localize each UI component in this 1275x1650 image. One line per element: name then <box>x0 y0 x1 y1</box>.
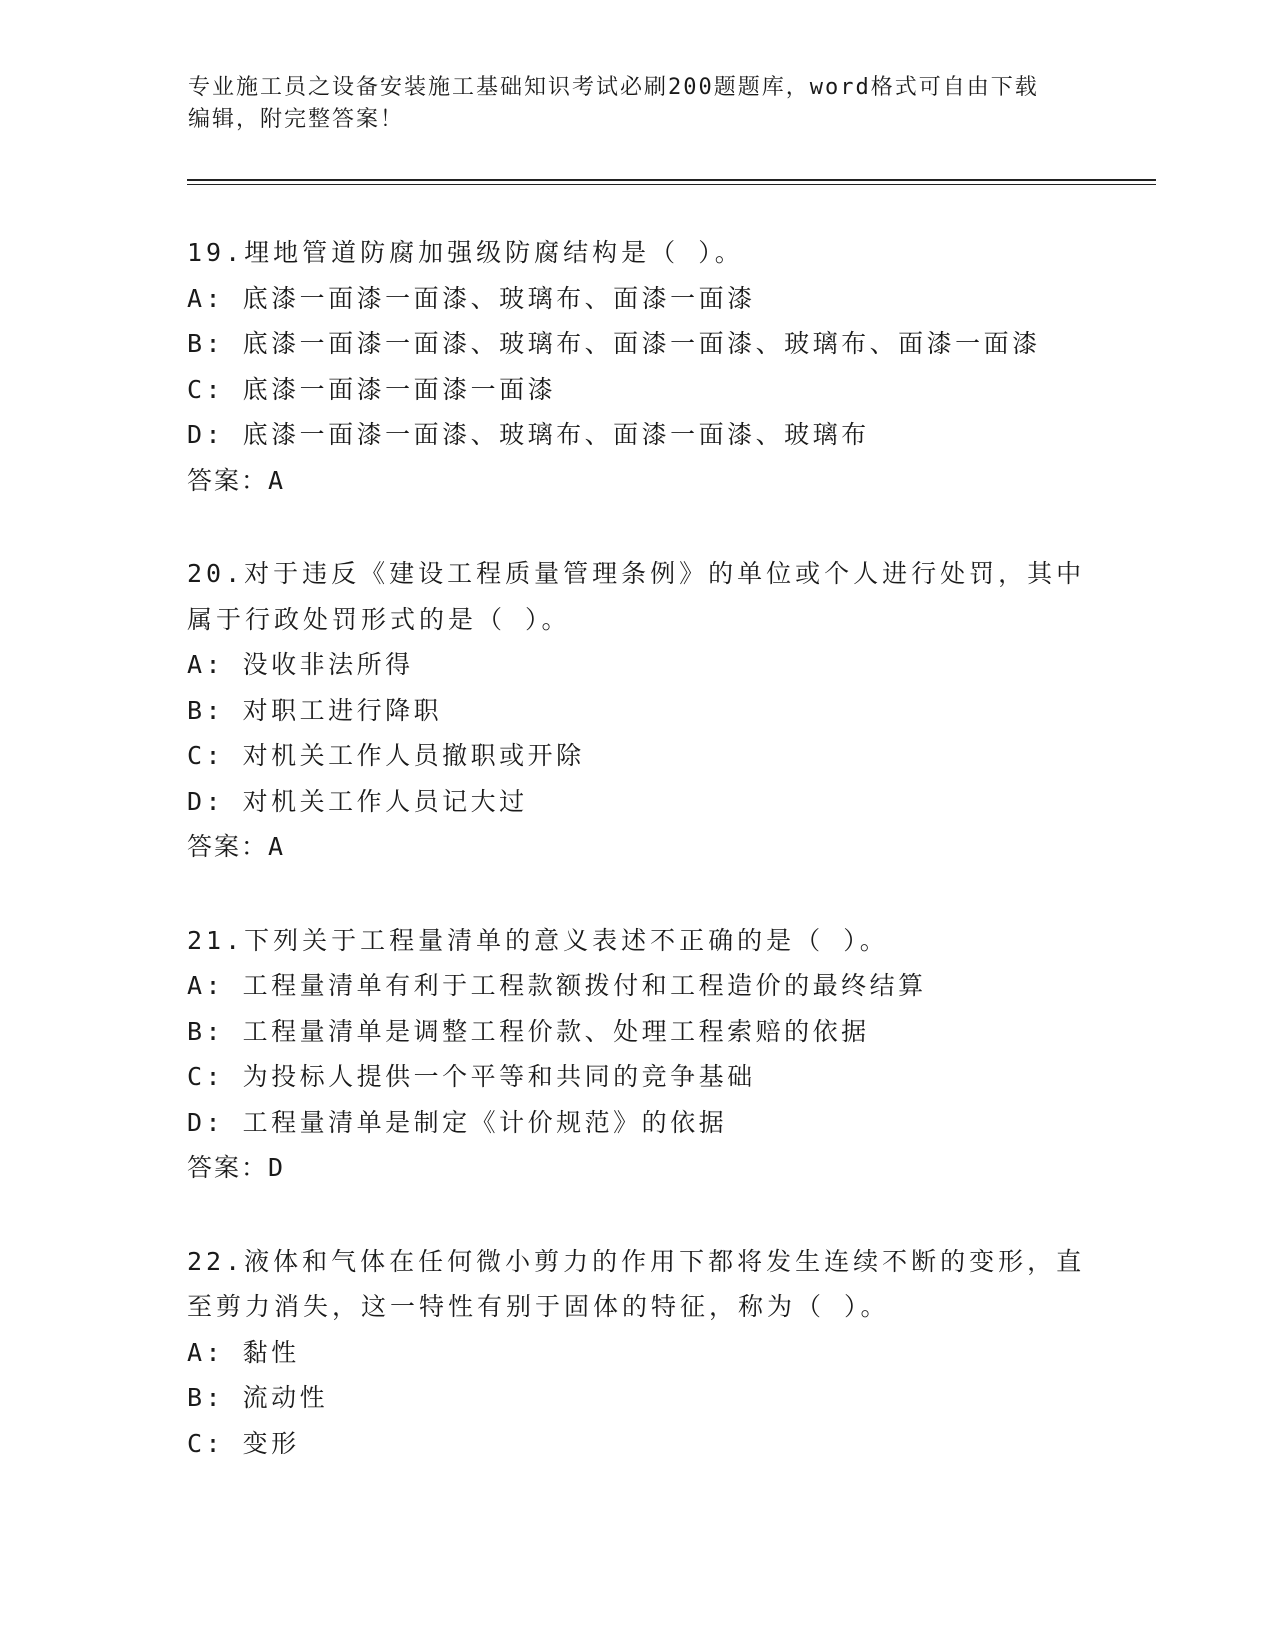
question-stem-continued: 属于行政处罚形式的是（ ）。 <box>187 604 571 634</box>
question-22 <box>187 1239 1087 1467</box>
question-19 <box>187 230 1087 503</box>
answer-label: 答案：A <box>187 465 286 495</box>
answer-label: 答案：D <box>187 1153 286 1182</box>
option-b: B: 工程量清单是调整工程价款、处理工程索赔的依据 <box>187 1016 870 1046</box>
option-c: C: 对机关工作人员撤职或开除 <box>187 741 585 770</box>
question-20 <box>187 551 1087 870</box>
option-c: C: 为投标人提供一个平等和共同的竞争基础 <box>187 1062 756 1091</box>
answer-label: 答案：A <box>187 832 286 861</box>
question-21 <box>187 918 1087 1191</box>
question-stem: 20.对于违反《建设工程质量管理条例》的单位或个人进行处罚，其中 <box>187 559 1086 588</box>
option-d: D: 工程量清单是制定《计价规范》的依据 <box>187 1107 728 1137</box>
option-a: A: 黏性 <box>187 1337 300 1367</box>
header-line-1: 专业施工员之设备安装施工基础知识考试必刷200题题库，word格式可自由下载 <box>188 75 1039 100</box>
header-line-2: 编辑，附完整答案！ <box>188 107 405 132</box>
option-c: C: 底漆一面漆一面漆一面漆 <box>187 374 557 404</box>
header-divider <box>187 179 1156 181</box>
question-list <box>187 230 1087 1514</box>
question-stem: 21.下列关于工程量清单的意义表述不正确的是（ ）。 <box>187 925 889 955</box>
option-a: A: 工程量清单有利于工程款额拨付和工程造价的最终结算 <box>187 971 927 1000</box>
option-a: A: 没收非法所得 <box>187 650 414 679</box>
question-stem: 22.液体和气体在任何微小剪力的作用下都将发生连续不断的变形，直 <box>187 1246 1086 1276</box>
option-a: A: 底漆一面漆一面漆、玻璃布、面漆一面漆 <box>187 283 756 313</box>
option-c: C: 变形 <box>187 1428 300 1458</box>
question-stem: 19.埋地管道防腐加强级防腐结构是（ ）。 <box>187 238 744 267</box>
option-d: D: 底漆一面漆一面漆、玻璃布、面漆一面漆、玻璃布 <box>187 420 870 449</box>
header-divider-thin <box>187 184 1156 185</box>
question-stem-continued: 至剪力消失，这一特性有别于固体的特征，称为（ ）。 <box>187 1292 890 1321</box>
option-b: B: 对职工进行降职 <box>187 695 443 725</box>
page-header <box>188 72 1088 136</box>
option-b: B: 流动性 <box>187 1383 329 1412</box>
option-b: B: 底漆一面漆一面漆、玻璃布、面漆一面漆、玻璃布、面漆一面漆 <box>187 329 1041 358</box>
option-d: D: 对机关工作人员记大过 <box>187 786 528 816</box>
